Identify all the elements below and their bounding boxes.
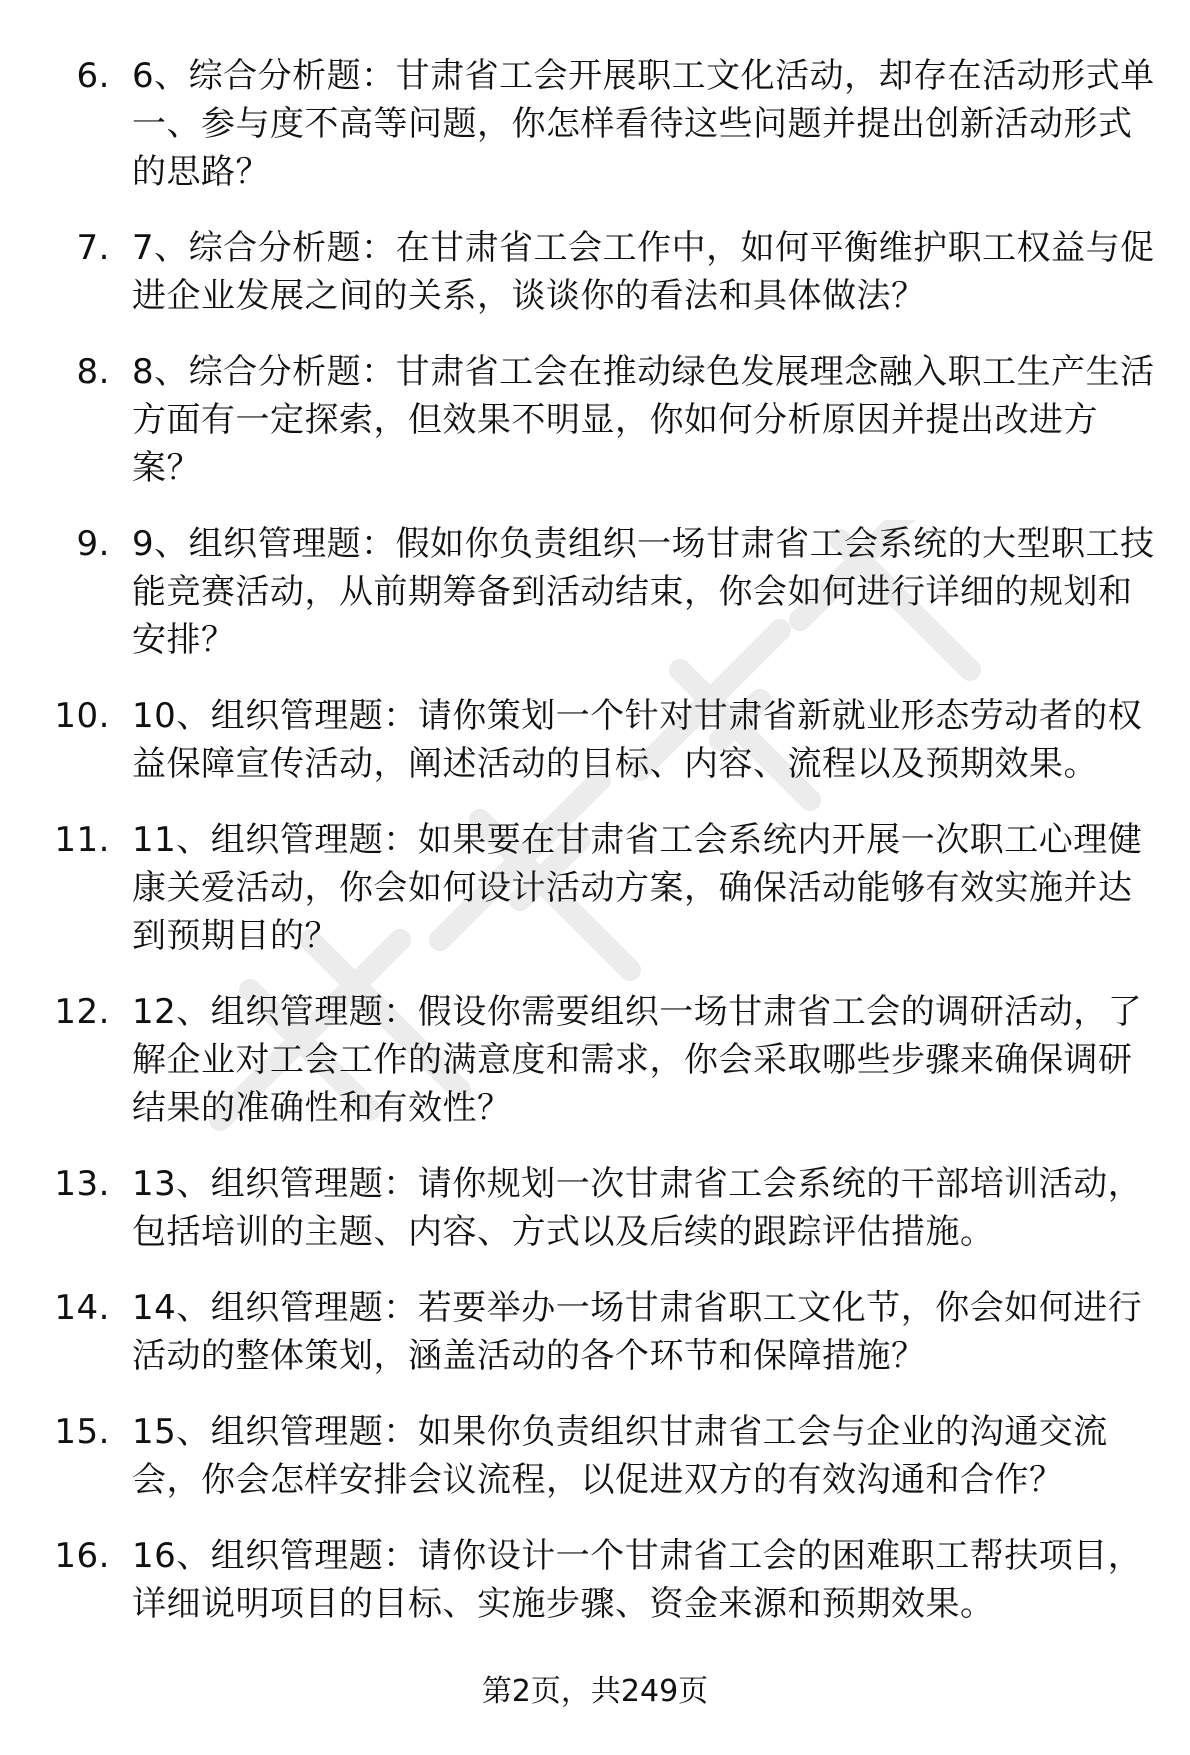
question-item	[0, 1532, 1190, 1628]
question-item	[0, 348, 1190, 492]
question-item	[0, 520, 1190, 664]
question-item	[0, 1408, 1190, 1504]
question-item	[0, 1160, 1190, 1256]
question-item	[0, 224, 1190, 320]
question-number: 11.	[54, 820, 110, 860]
question-number: 14.	[54, 1288, 110, 1328]
question-item	[0, 52, 1190, 196]
question-number: 16.	[54, 1536, 110, 1576]
question-text: 10、组织管理题：请你策划一个针对甘肃省新就业形态劳动者的权益保障宣传活动，阐述活动的目标、内容、流程以及预期效果。	[132, 696, 1143, 784]
question-text: 9、组织管理题：假如你负责组织一场甘肃省工会系统的大型职工技能竞赛活动，从前期筹备到活动结束，你会如何进行详细的规划和安排？	[132, 524, 1155, 660]
question-item	[0, 692, 1190, 788]
question-number: 15.	[54, 1412, 110, 1452]
page-footer: 第2页，共249页	[481, 1674, 709, 1709]
question-text: 11、组织管理题：如果要在甘肃省工会系统内开展一次职工心理健康关爱活动，你会如何设计活动方案，确保活动能够有效实施并达到预期目的？	[132, 820, 1143, 956]
question-number: 8.	[76, 352, 110, 392]
question-text: 7、综合分析题：在甘肃省工会工作中，如何平衡维护职工权益与促进企业发展之间的关系，谈谈你的看法和具体做法？	[132, 228, 1155, 316]
question-number: 9.	[76, 524, 110, 564]
question-text: 6、综合分析题：甘肃省工会开展职工文化活动，却存在活动形式单一、参与度不高等问题，你怎样看待这些问题并提出创新活动形式的思路？	[132, 56, 1155, 192]
question-number: 7.	[76, 228, 110, 268]
question-number: 10.	[54, 696, 110, 736]
question-item	[0, 988, 1190, 1132]
question-text: 12、组织管理题：假设你需要组织一场甘肃省工会的调研活动，了解企业对工会工作的满意度和需求，你会采取哪些步骤来确保调研结果的准确性和有效性？	[132, 992, 1143, 1128]
question-text: 16、组织管理题：请你设计一个甘肃省工会的困难职工帮扶项目，详细说明项目的目标、实施步骤、资金来源和预期效果。	[132, 1536, 1143, 1624]
question-text: 14、组织管理题：若要举办一场甘肃省职工文化节，你会如何进行活动的整体策划，涵盖活动的各个环节和保障措施？	[132, 1288, 1143, 1376]
question-number: 6.	[76, 56, 110, 96]
question-list	[0, 52, 1190, 1656]
question-number: 13.	[54, 1164, 110, 1204]
question-item	[0, 1284, 1190, 1380]
question-number: 12.	[54, 992, 110, 1032]
question-text: 15、组织管理题：如果你负责组织甘肃省工会与企业的沟通交流会，你会怎样安排会议流程，以促进双方的有效沟通和合作？	[132, 1412, 1108, 1500]
question-item	[0, 816, 1190, 960]
question-text: 8、综合分析题：甘肃省工会在推动绿色发展理念融入职工生产生活方面有一定探索，但效果不明显，你如何分析原因并提出改进方案？	[132, 352, 1155, 488]
question-text: 13、组织管理题：请你规划一次甘肃省工会系统的干部培训活动，包括培训的主题、内容、方式以及后续的跟踪评估措施。	[132, 1164, 1143, 1252]
